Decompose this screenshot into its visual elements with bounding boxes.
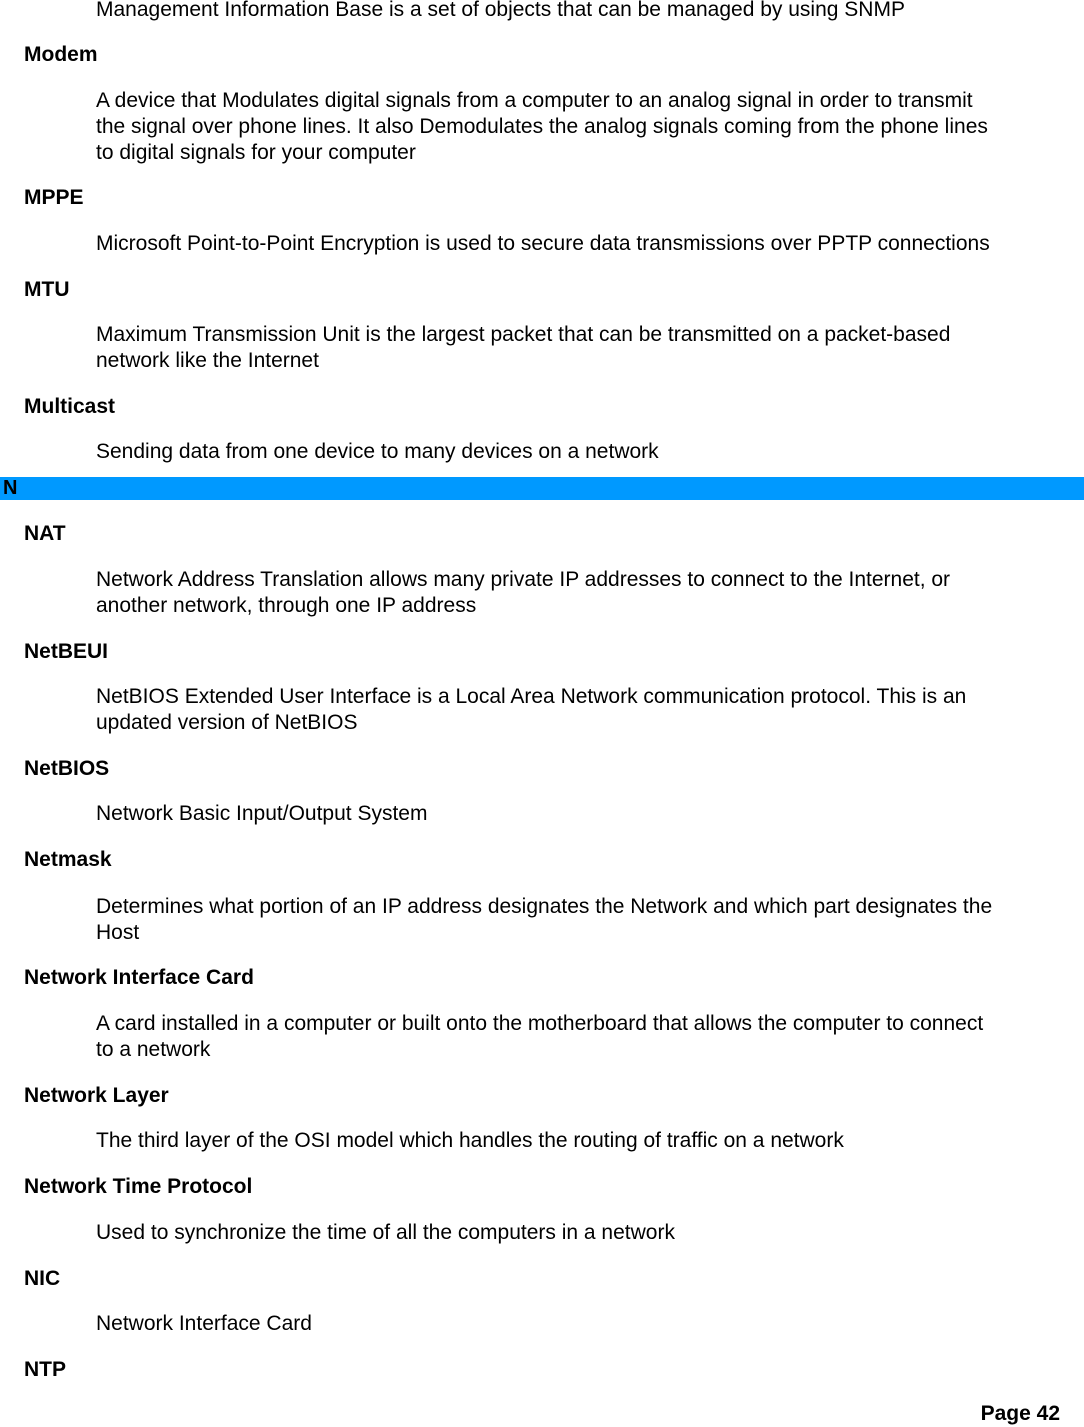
term-netbeui: NetBEUI bbox=[24, 640, 109, 663]
definition-line: Used to synchronize the time of all the computers in a network bbox=[96, 1221, 675, 1244]
term-mppe: MPPE bbox=[24, 186, 84, 209]
definition-line: Management Information Base is a set of objects that can be managed by using SNMP bbox=[96, 0, 905, 21]
term-network-interface-card: Network Interface Card bbox=[24, 966, 254, 989]
definition-line: Determines what portion of an IP address designates the Network and which part designates the bbox=[96, 895, 993, 918]
definition-line: Maximum Transmission Unit is the largest packet that can be transmitted on a packet-based bbox=[96, 323, 951, 346]
term-nic: NIC bbox=[24, 1267, 61, 1290]
term-netmask: Netmask bbox=[24, 848, 112, 871]
definition-line: Sending data from one device to many devices on a network bbox=[96, 440, 659, 463]
definition-line: another network, through one IP address bbox=[96, 594, 477, 617]
term-mtu: MTU bbox=[24, 278, 70, 301]
definition-line: Host bbox=[96, 921, 140, 944]
definition-line: Network Interface Card bbox=[96, 1312, 312, 1335]
section-letter: N bbox=[3, 477, 18, 499]
definition-line: updated version of NetBIOS bbox=[96, 711, 358, 734]
term-network-time-protocol: Network Time Protocol bbox=[24, 1175, 253, 1198]
page-number: Page 42 bbox=[980, 1402, 1060, 1425]
definition-line: the signal over phone lines. It also Demodulates the analog signals coming from the phone lines bbox=[96, 115, 988, 138]
definition-line: A device that Modulates digital signals from a computer to an analog signal in order to transmit bbox=[96, 89, 973, 112]
definition-line: to digital signals for your computer bbox=[96, 141, 416, 164]
term-network-layer: Network Layer bbox=[24, 1084, 169, 1107]
definition-line: to a network bbox=[96, 1038, 211, 1061]
section-header-band bbox=[0, 477, 1084, 500]
definition-line: Network Basic Input/Output System bbox=[96, 802, 428, 825]
definition-line: Network Address Translation allows many private IP addresses to connect to the Internet, or bbox=[96, 568, 951, 591]
term-netbios: NetBIOS bbox=[24, 757, 110, 780]
definition-line: NetBIOS Extended User Interface is a Local Area Network communication protocol. This is an bbox=[96, 685, 967, 708]
definition-line: The third layer of the OSI model which handles the routing of traffic on a network bbox=[96, 1129, 844, 1152]
definition-line: network like the Internet bbox=[96, 349, 319, 372]
term-ntp: NTP bbox=[24, 1358, 66, 1381]
term-multicast: Multicast bbox=[24, 395, 116, 418]
term-modem: Modem bbox=[24, 43, 98, 66]
term-nat: NAT bbox=[24, 522, 66, 545]
definition-line: A card installed in a computer or built onto the motherboard that allows the computer to connect bbox=[96, 1012, 984, 1035]
definition-line: Microsoft Point-to-Point Encryption is used to secure data transmissions over PPTP connections bbox=[96, 232, 990, 255]
